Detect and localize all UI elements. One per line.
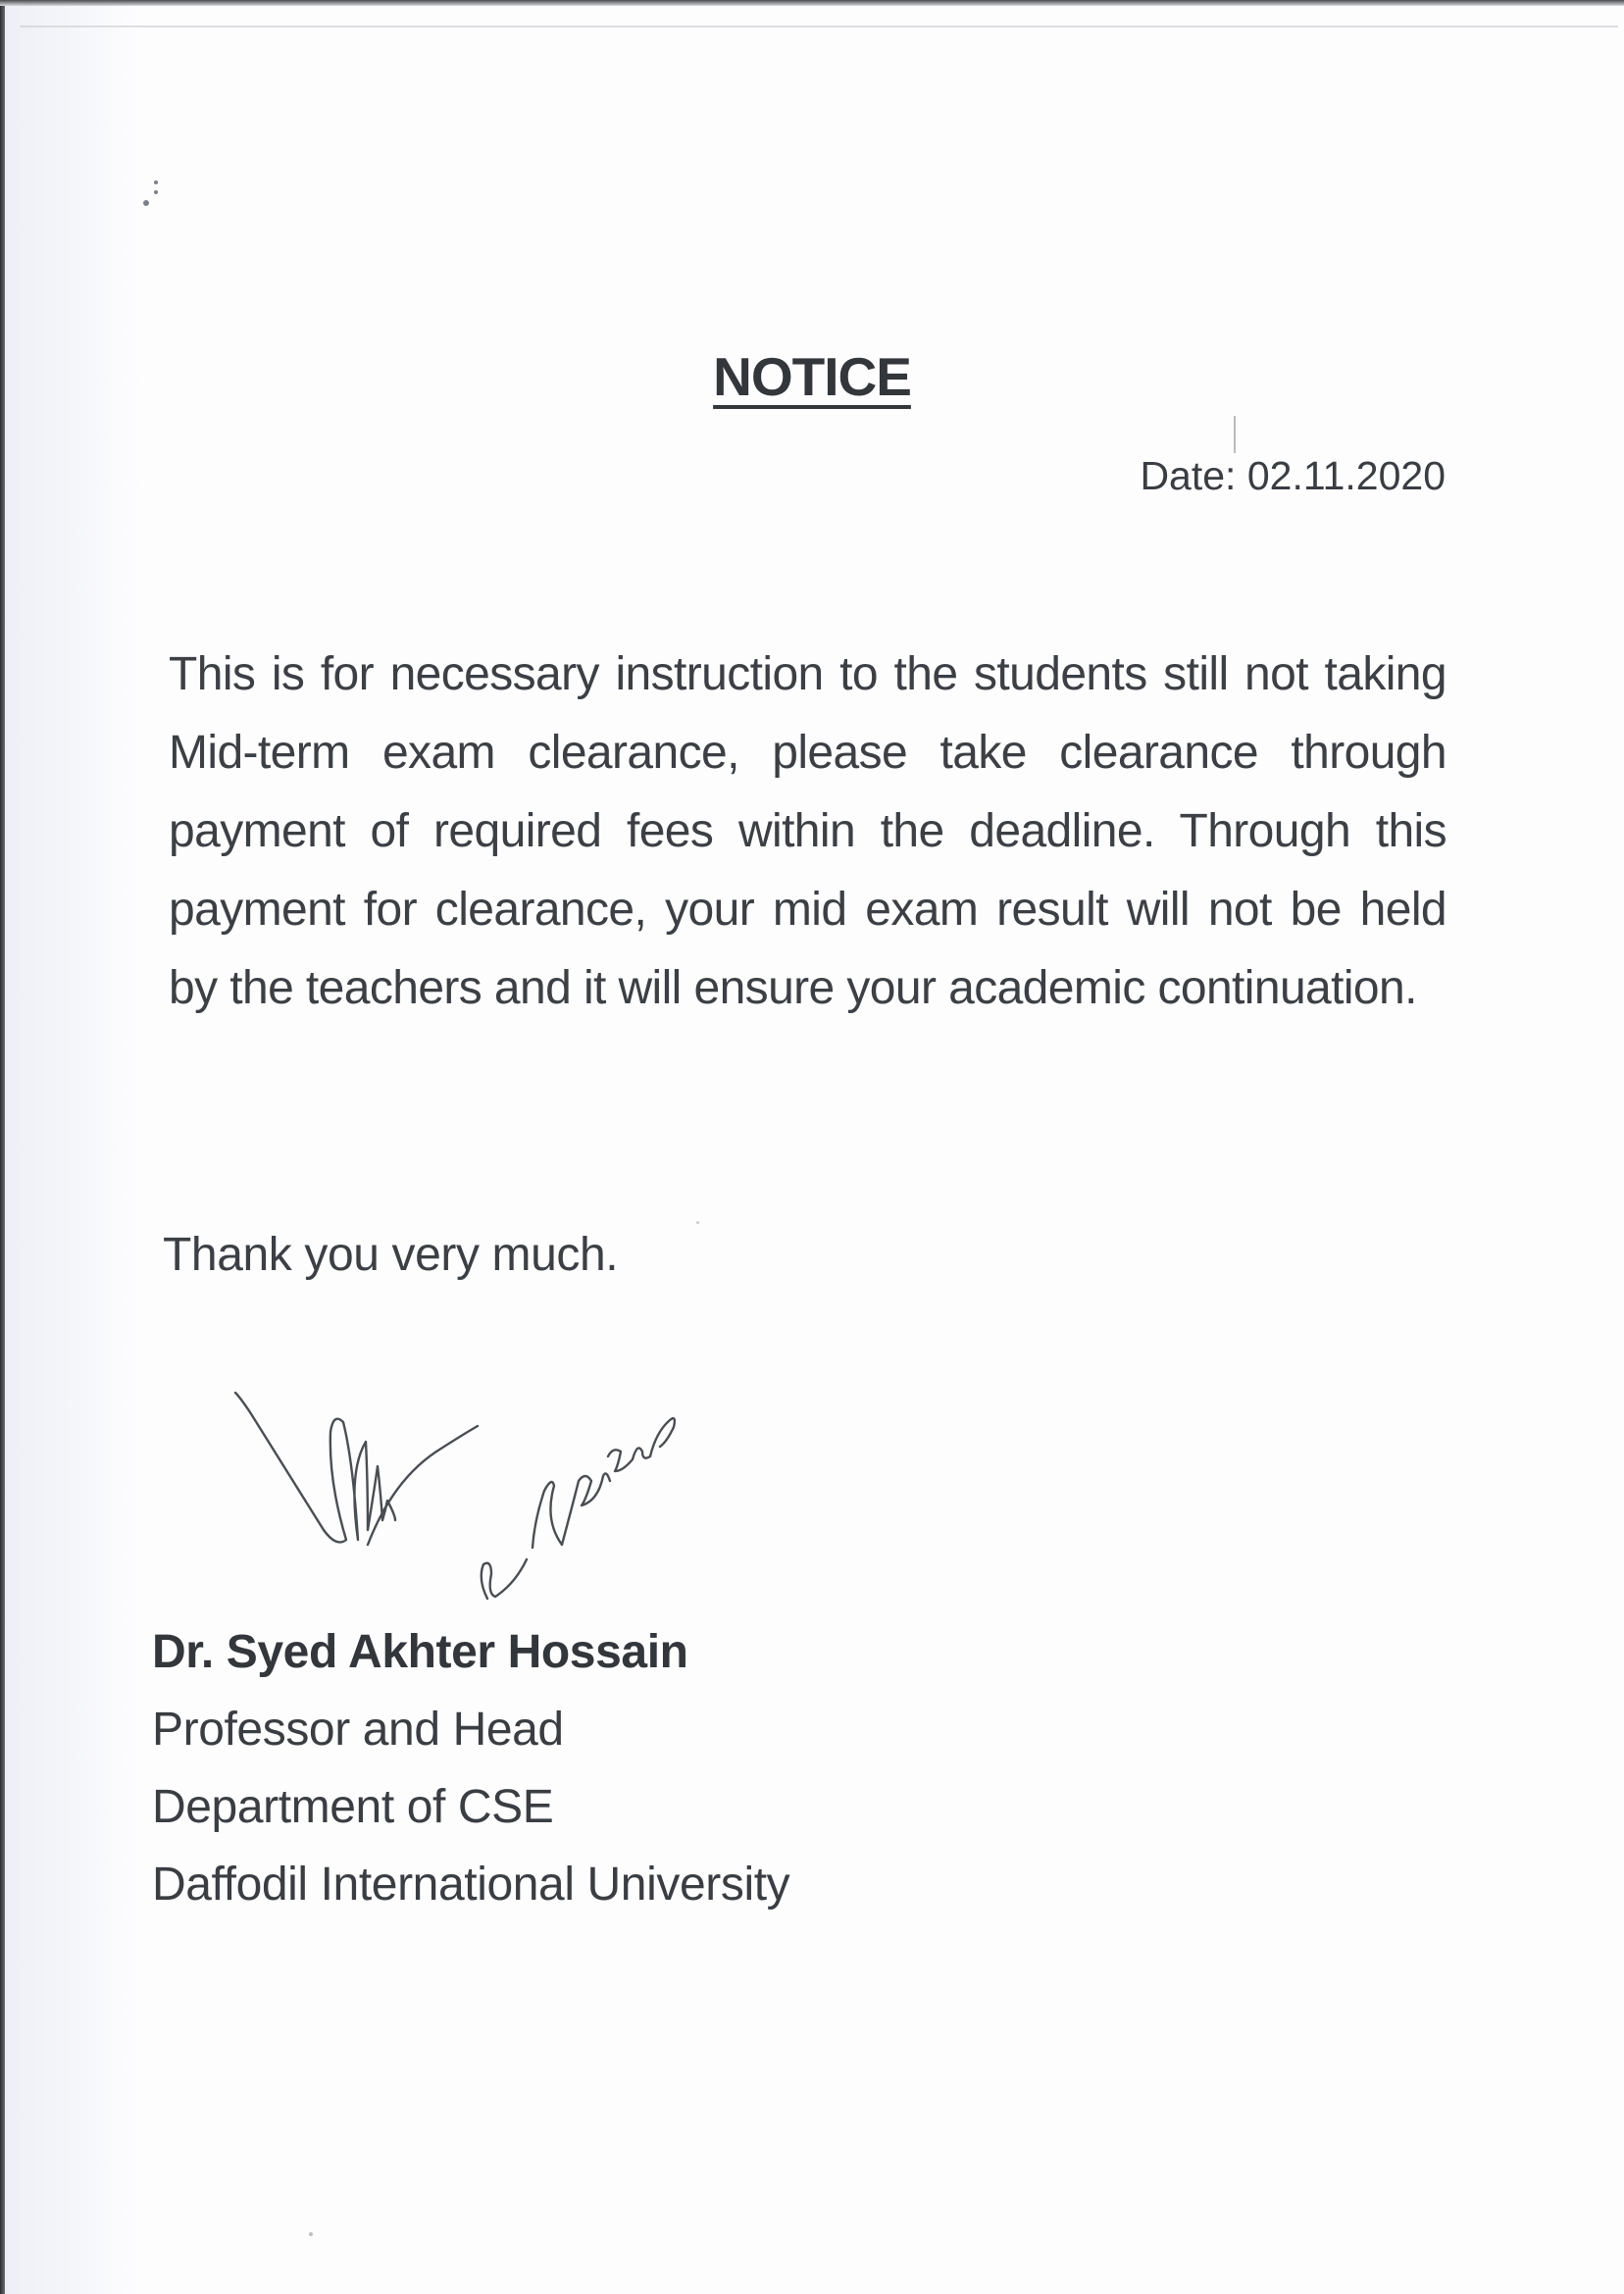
- signature-stroke: [235, 1393, 395, 1542]
- notice-body: This is for necessary instruction to the students still not taking Mid-term exam clearance, please take clearance through payment of required fees within the deadline. Through this payment for clearance, your mid exam result will not be held by the teachers and it will ensure your academic continuation.: [169, 648, 1446, 1014]
- scan-speck: [154, 190, 158, 194]
- scan-fold-line: [20, 25, 1618, 27]
- scan-mark: [1234, 416, 1236, 453]
- handwritten-signature: [221, 1373, 770, 1628]
- signature-date-nov: [533, 1473, 610, 1548]
- signatory-institution: Daffodil International University: [152, 1859, 790, 1911]
- signature-date-year: [608, 1418, 675, 1471]
- notice-date: Date: 02.11.2020: [1140, 453, 1446, 498]
- scan-top-edge: [0, 0, 1624, 6]
- notice-title: [0, 345, 1624, 408]
- notice-title-text: NOTICE: [713, 346, 911, 407]
- scan-speck: [696, 1221, 699, 1224]
- scan-speck: [154, 180, 158, 184]
- signatory-block: [152, 1613, 789, 1923]
- signatory-title: Professor and Head: [152, 1704, 564, 1756]
- scan-speck: [309, 2232, 313, 2236]
- signature-flourish: [368, 1426, 478, 1545]
- closing-line: Thank you very much.: [163, 1229, 619, 1281]
- scan-left-edge: [0, 0, 5, 2294]
- signatory-department: Department of CSE: [152, 1781, 554, 1833]
- signature-date-02: [482, 1559, 527, 1599]
- scan-speck: [143, 200, 149, 206]
- signatory-name: Dr. Syed Akhter Hossain: [152, 1626, 688, 1678]
